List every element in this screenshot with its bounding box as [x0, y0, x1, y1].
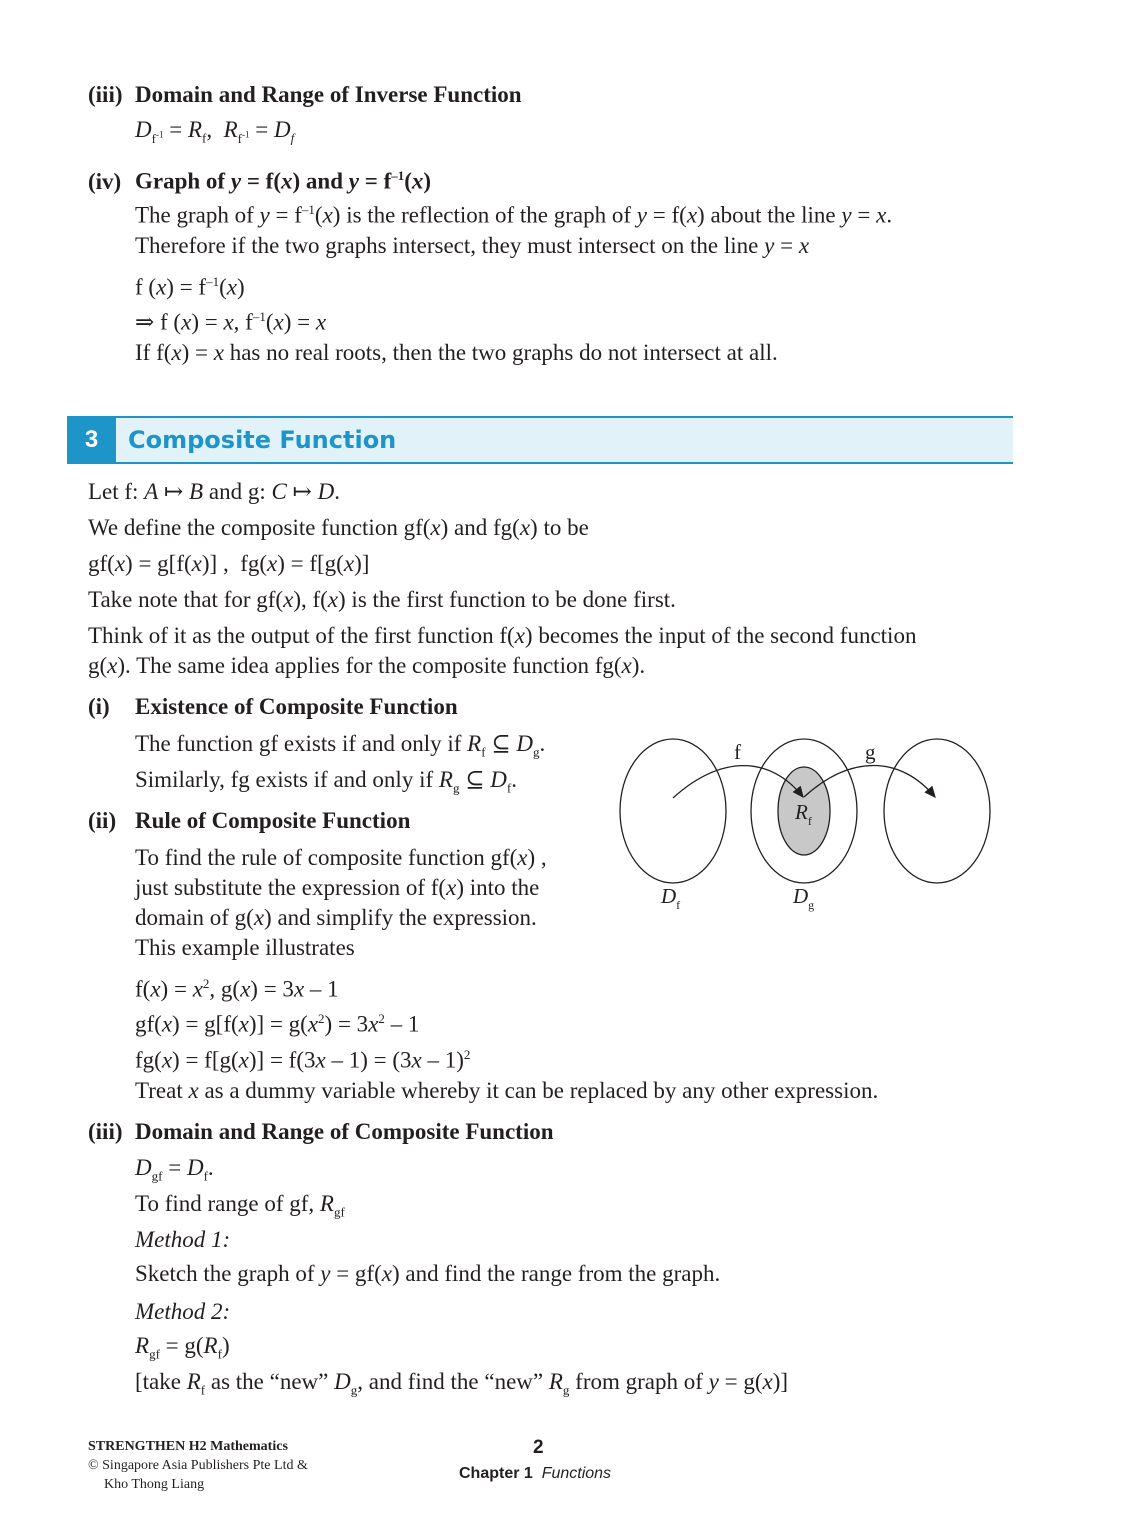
paragraph-line: If f(x) = x has no real roots, then the two graphs do not intersect at all. [135, 340, 778, 365]
label-dg: $D_g$ [793, 884, 815, 912]
codomain-ellipse [884, 739, 990, 883]
equation-line: $D_{gf} = D_f$. [135, 1155, 214, 1184]
footer-copyright: © Singapore Asia Publishers Pte Ltd & [88, 1458, 308, 1473]
paragraph-line: Think of it as the output of the first function f(x) becomes the input of the second function [88, 623, 917, 648]
page-number: 2 [533, 1437, 544, 1458]
paragraph-line: To find the rule of composite function gf(x) , [135, 845, 547, 870]
equation-line: gf(x) = g[f(x)] , fg(x) = f[g(x)] [88, 551, 370, 576]
section-number: (iv) [88, 168, 122, 194]
heading-text: Existence of Composite Function [135, 694, 458, 719]
composite-mapping-diagram [600, 725, 1010, 925]
paragraph-line: We define the composite function gf(x) and fg(x) to be [88, 515, 589, 540]
paragraph-line: domain of g(x) and simplify the expression. [135, 905, 537, 930]
rule-heading [88, 806, 410, 836]
label-g: g [865, 740, 876, 764]
paragraph-line: The function gf exists if and only if $R_f$ ⊆ $D_g$. [135, 731, 546, 760]
equation-line: ⇒ f (x) = x, $f^{-1}(x) = x$ [135, 309, 327, 335]
graph-inverse-heading: (iv) Graph of y = f(x) and $y = f^{-1}(x)$ [88, 161, 431, 197]
chapter-label: Chapter 1 [459, 1465, 533, 1482]
heading-text: Rule of Composite Function [135, 808, 411, 833]
paragraph-line: To find range of gf, $R_{gf}$ [135, 1191, 345, 1220]
footer-book-title: STRENGTHEN H2 Mathematics [88, 1439, 288, 1454]
paragraph-line: Treat x as a dummy variable whereby it can be replaced by any other expression. [135, 1078, 879, 1103]
method-label: Method 2: [135, 1299, 231, 1324]
paragraph-line: Sketch the graph of y = gf(x) and find the range from the graph. [135, 1261, 721, 1286]
section-number-badge: 3 [67, 416, 116, 464]
paragraph-line: just substitute the expression of f(x) into the [135, 875, 540, 900]
paragraph-line: Let f: A ↦ B and g: C ↦ D. [88, 479, 340, 504]
heading-text: Domain and Range of Inverse Function [135, 82, 522, 107]
heading-text: Domain and Range of Composite Function [135, 1119, 554, 1144]
section-title: Composite Function [128, 426, 397, 454]
inverse-domain-formula: $D_{f^{-1}} = R_f$, $R_{f^{-1}} = D_f$ [135, 117, 295, 146]
section-number: (iii) [88, 82, 123, 107]
chapter-name: Functions [541, 1465, 612, 1482]
footer-chapter [459, 1465, 611, 1483]
section-header [67, 416, 1013, 464]
equation-line: f $(x) = f^{-1}(x)$ [135, 274, 245, 300]
paragraph-line: [take $R_f$ as the “new” $D_g$, and find the “new” $R_g$ from graph of y = g(x)] [135, 1369, 789, 1398]
equation-line: fg(x) = f[g(x)] = f(3x – 1) = (3x – 1)$^2$ [135, 1047, 471, 1073]
paragraph-line: Similarly, fg exists if and only if $R_g$ ⊆ $D_f$. [135, 767, 517, 796]
section-number: (i) [88, 694, 110, 719]
equation-line: $f(x) = x^2$, g(x) = 3x – 1 [135, 976, 339, 1002]
label-f: f [734, 740, 741, 764]
equation-line: $R_{gf} = g(R_f)$ [135, 1333, 230, 1362]
paragraph-line: Therefore if the two graphs intersect, they must intersect on the line y = x [135, 233, 810, 258]
paragraph-line: The graph of $y = f^{-1}(x)$ is the reflection of the graph of y = f(x) about the line y = x. [135, 202, 893, 228]
label-df: $D_f$ [661, 884, 681, 912]
section-number: (ii) [88, 808, 117, 833]
paragraph-line: This example illustrates [135, 935, 355, 960]
footer-author: Kho Thong Liang [104, 1477, 205, 1492]
method-label: Method 1: [135, 1227, 231, 1252]
existence-heading [88, 692, 458, 722]
equation-line: $gf(x) = g[f(x)] = g(x^2) = 3x^2 - 1$ [135, 1011, 420, 1037]
inverse-domain-heading [88, 80, 522, 110]
domain-f-ellipse [620, 739, 726, 883]
composite-domain-heading [88, 1117, 554, 1147]
section-number: (iii) [88, 1119, 123, 1144]
paragraph-line: g(x). The same idea applies for the composite function fg(x). [88, 653, 646, 678]
label-rf: $R_f$ [795, 800, 812, 828]
paragraph-line: Take note that for gf(x), f(x) is the first function to be done first. [88, 587, 676, 612]
